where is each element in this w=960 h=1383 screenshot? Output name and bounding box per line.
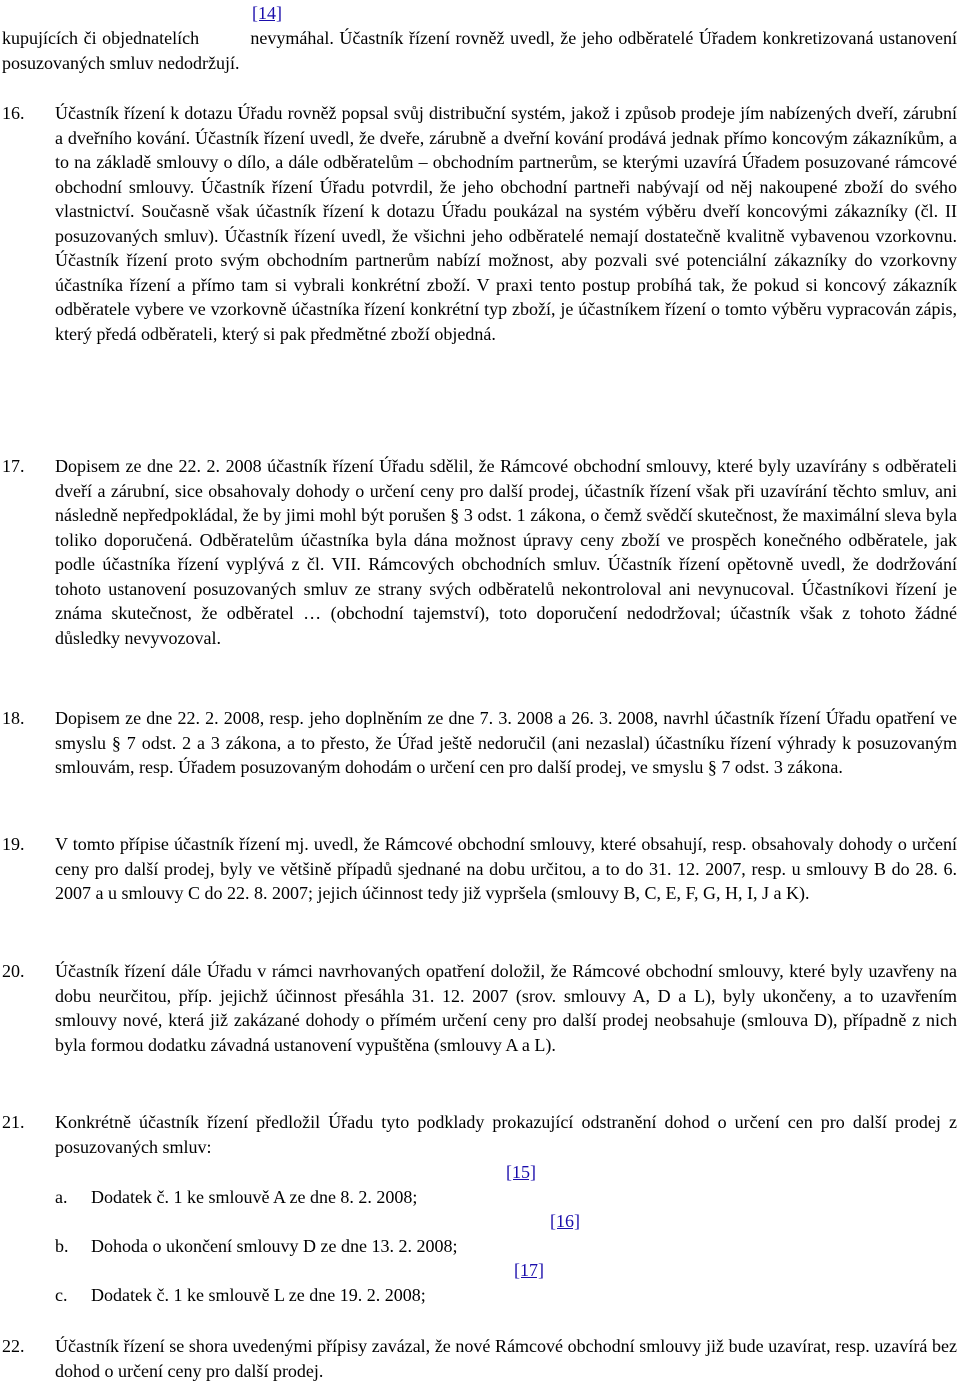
footnote-ref-15-line xyxy=(506,1160,536,1184)
paragraph-number-22: 22. xyxy=(2,1336,25,1356)
footnote-ref-17[interactable]: [17] xyxy=(514,1260,544,1280)
paragraph-17-text: Dopisem ze dne 22. 2. 2008 účastník řízení Úřadu sdělil, že Rámcové obchodní smlouvy, které byly uzavírány s odběrateli dveří a zárubní, sice obsahovaly dohody o určení ceny pro další prodej, účastník řízení však při uzavírání těchto smluv, ani následně nepředpokládal, že by jimi mohl být porušen § 3 odst. 1 zákona, o čemž svědčí skutečnost, že maximální sleva byla toliko doporučená. Odběratelům účastníka byla dána možnost úpravy ceny zboží ve prospěch konečného odběratele, jak podle účastníka řízení vyplývá z čl. VII. Rámcových obchodních smluv. Účastník řízení opětovně uvedl, že dodržování tohoto ustanovení posuzovaných smluv ze strany svých odběratelů nekontroloval ani nevynucoval. Účastníkovi řízení je známa skutečnost, že odběratel … (obchodní tajemství), toto doporučení nedodržoval; účastník však z tohoto žádné důsledky nevyvozoval. xyxy=(55,456,957,648)
footnote-ref-17-line xyxy=(514,1258,544,1282)
intro-text-part1: kupujících či objednatelích xyxy=(2,28,200,48)
paragraph-19-text: V tomto přípise účastník řízení mj. uvedl, že Rámcové obchodní smlouvy, které obsahují, resp. obsahovaly dohody o určení ceny pro další prodej, byly ve většině případů sjednané na dobu určitou, a to do 31. 12. 2007, resp. u smlouvy B do 28. 6. 2007 a u smlouvy C do 22. 8. 2007; jejich účinnost tedy již vypršela (smlouvy B, C, E, F, G, H, I, J a K). xyxy=(55,834,957,903)
footnote-ref-16[interactable]: [16] xyxy=(550,1211,580,1231)
footnote-ref-14[interactable]: [14] xyxy=(252,3,282,23)
list-item xyxy=(55,1283,426,1307)
paragraph-number-20: 20. xyxy=(2,961,25,981)
paragraph-number-16: 16. xyxy=(2,103,25,123)
paragraph-number-19: 19. xyxy=(2,834,25,854)
list-item-letter: c. xyxy=(55,1285,68,1305)
list-item-text: Dohoda o ukončení smlouvy D ze dne 13. 2. 2008; xyxy=(91,1236,458,1256)
intro-text-part2: nevymáhal. Účastník řízení rovněž uvedl, že jeho odběratelé Úřadem konkretizovaná ustanovení posuzovaných smluv nedodržují. xyxy=(2,28,958,73)
footnote-ref-16-line xyxy=(550,1209,580,1233)
footnote-ref-14-line xyxy=(252,1,282,25)
footnote-ref-15[interactable]: [15] xyxy=(506,1162,536,1182)
list-item-text: Dodatek č. 1 ke smlouvě A ze dne 8. 2. 2008; xyxy=(91,1187,418,1207)
list-item xyxy=(55,1185,417,1209)
paragraph-number-18: 18. xyxy=(2,708,25,728)
list-item-text: Dodatek č. 1 ke smlouvě L ze dne 19. 2. 2008; xyxy=(91,1285,426,1305)
paragraph-20-text: Účastník řízení dále Úřadu v rámci navrhovaných opatření doložil, že Rámcové obchodní smlouvy, které byly uzavřeny na dobu neurčitou, příp. jejichž účinnost přesáhla 31. 12. 2007 (srov. smlouvy A, D a L), byly ukončeny, a to uzavřením smlouvy nové, která již zakázané dohody o přímém určení ceny pro další prodej neobsahuje (smlouva D), případně z nich byla formou dodatku závadná ustanovení vypuštěna (smlouvy A a L). xyxy=(55,961,957,1055)
list-item-letter: b. xyxy=(55,1236,69,1256)
paragraph-18-text: Dopisem ze dne 22. 2. 2008, resp. jeho doplněním ze dne 7. 3. 2008 a 26. 3. 2008, navrhl účastník řízení Úřadu opatření ve smyslu § 7 odst. 2 a 3 zákona, a to přesto, že Úřad ještě nedoručil (ani nezaslal) účastníku řízení výhrady k posuzovaným smlouvám, resp. Úřadem posuzovaným dohodám o určení cen pro další prodej, ve smyslu § 7 odst. 3 zákona. xyxy=(55,708,957,777)
paragraph-number-21: 21. xyxy=(2,1112,25,1132)
paragraph-16-text: Účastník řízení k dotazu Úřadu rovněž popsal svůj distribuční systém, jakož i způsob prodeje jím nabízených dveří, zárubní a dveřního kování. Účastník řízení uvedl, že dveře, zárubně a dveřní kování prodává jednak přímo koncovým zákazníkům, a to na základě smlouvy o dílo, a dále odběratelům – obchodním partnerům, se kterými uzavírá Úřadem posuzované rámcové obchodní smlouvy. Účastník řízení Úřadu potvrdil, že jeho obchodní partneři nabývají od něj nakoupené zboží do svého vlastnictví. Současně však účastník řízení k dotazu Úřadu poukázal na systém výběru dveří koncovými zákazníky (čl. II posuzovaných smluv). Účastník řízení uvedl, že všichni jeho odběratelé nemají dostatečně kvalitně vybavenou vzorkovnu. Účastník řízení proto svým obchodním partnerům nabízí možnost, aby pozvali své potenciální zákazníky do vzorkovny účastníka řízení a přímo tam si vybrali konkrétní zboží. V praxi tento postup probíhá tak, že pokud si koncový zákazník odběratele vybere ve vzorkovně účastníka řízení konkrétní typ zboží, je účastníkem řízení o tomto výběru vypracován zápis, který předá odběrateli, který si pak předmětné zboží objedná. xyxy=(55,103,957,344)
paragraph-22-text: Účastník řízení se shora uvedenými přípisy zavázal, že nové Rámcové obchodní smlouvy již bude uzavírat, resp. uzavírá bez dohod o určení ceny pro další prodej. xyxy=(55,1336,957,1381)
intro-text-block xyxy=(2,26,957,76)
paragraph-number-17: 17. xyxy=(2,456,25,476)
list-item-letter: a. xyxy=(55,1187,68,1207)
paragraph-21-text: Konkrétně účastník řízení předložil Úřadu tyto podklady prokazující odstranění dohod o určení cen pro další prodej z posuzovaných smluv: xyxy=(55,1112,957,1157)
list-item xyxy=(55,1234,457,1258)
